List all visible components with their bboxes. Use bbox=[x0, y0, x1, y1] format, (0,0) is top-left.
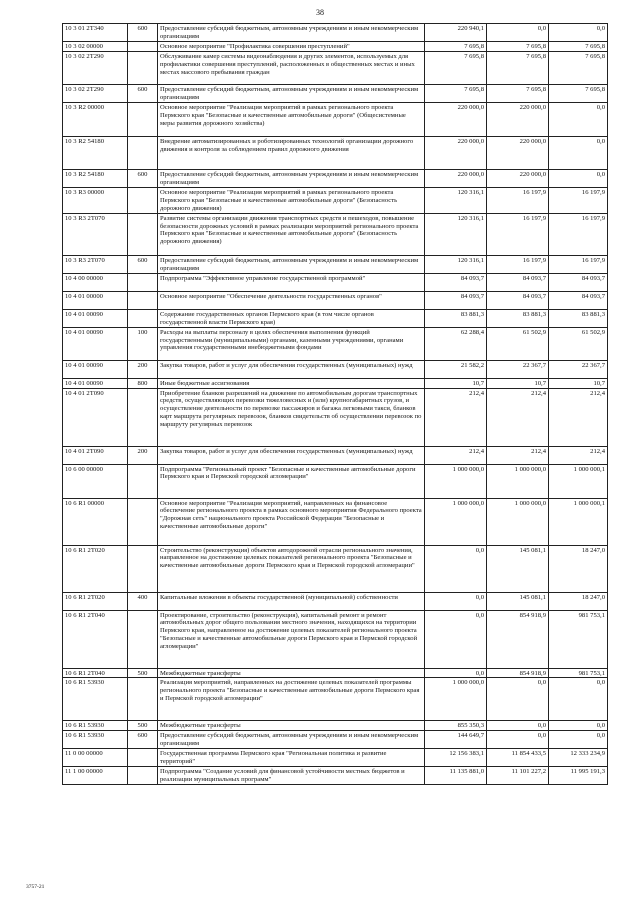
expense-name-cell: Расходы на выплаты персоналу в целях обеспечения выполнения функций государственными (муниципальными) органами, казенными учреждениями, органами управления государственными внебюджетными фондами bbox=[158, 327, 425, 360]
amount-year1-cell: 1 000 000,0 bbox=[425, 464, 487, 498]
classification-code-cell: 10 3 01 2Т340 bbox=[63, 24, 128, 42]
amount-year3-cell: 18 247,0 bbox=[549, 545, 608, 592]
classification-code-cell: 10 3 R2 54180 bbox=[63, 169, 128, 187]
amount-year3-cell: 83 881,3 bbox=[549, 309, 608, 327]
table-row bbox=[63, 678, 608, 721]
expense-type-cell: 200 bbox=[128, 446, 158, 464]
expense-type-cell bbox=[128, 464, 158, 498]
amount-year3-cell: 11 995 191,3 bbox=[549, 767, 608, 785]
expense-type-cell bbox=[128, 388, 158, 446]
amount-year3-cell: 981 753,1 bbox=[549, 610, 608, 668]
expense-name-cell: Содержание государственных органов Пермского края (в том числе органов государственной власти Пермского края) bbox=[158, 309, 425, 327]
expense-name-cell: Реализация мероприятий, направленных на достижение целевых показателей программы регионального проекта "Безопасные и качественные автомобильные дороги Пермского края и Пермской городской агломерации" bbox=[158, 678, 425, 721]
classification-code-cell: 10 6 R1 53930 bbox=[63, 721, 128, 731]
expense-name-cell: Основное мероприятие "Профилактика совершения преступлений" bbox=[158, 42, 425, 52]
expense-type-cell bbox=[128, 273, 158, 291]
amount-year2-cell: 11 101 227,2 bbox=[487, 767, 549, 785]
table-row bbox=[63, 749, 608, 767]
expense-type-cell: 800 bbox=[128, 378, 158, 388]
amount-year3-cell: 16 197,9 bbox=[549, 255, 608, 273]
amount-year1-cell: 120 316,1 bbox=[425, 213, 487, 255]
amount-year3-cell: 12 333 234,9 bbox=[549, 749, 608, 767]
amount-year2-cell: 16 197,9 bbox=[487, 255, 549, 273]
amount-year3-cell: 84 093,7 bbox=[549, 273, 608, 291]
amount-year1-cell: 120 316,1 bbox=[425, 255, 487, 273]
expense-name-cell: Развитие системы организации движения транспортных средств и пешеходов, повышение безопасности дорожных условий в рамках реализации мероприятий регионального проекта Пермского края "Безопасные и качественные автомобильные дороги" (Безопасность дорожного движения) bbox=[158, 213, 425, 255]
amount-year1-cell: 84 093,7 bbox=[425, 273, 487, 291]
amount-year2-cell: 212,4 bbox=[487, 388, 549, 446]
table-row bbox=[63, 213, 608, 255]
amount-year2-cell: 84 093,7 bbox=[487, 273, 549, 291]
amount-year1-cell: 220 000,0 bbox=[425, 136, 487, 169]
expense-type-cell bbox=[128, 187, 158, 213]
amount-year3-cell: 7 695,8 bbox=[549, 42, 608, 52]
classification-code-cell: 10 3 R2 54180 bbox=[63, 136, 128, 169]
amount-year1-cell: 84 093,7 bbox=[425, 291, 487, 309]
amount-year1-cell: 212,4 bbox=[425, 388, 487, 446]
table-row bbox=[63, 24, 608, 42]
amount-year2-cell: 61 502,9 bbox=[487, 327, 549, 360]
table-row bbox=[63, 169, 608, 187]
classification-code-cell: 10 6 R1 53930 bbox=[63, 678, 128, 721]
amount-year1-cell: 0,0 bbox=[425, 545, 487, 592]
expense-name-cell: Государственная программа Пермского края "Региональная политика и развитие территорий" bbox=[158, 749, 425, 767]
expense-type-cell: 600 bbox=[128, 255, 158, 273]
expense-type-cell bbox=[128, 51, 158, 84]
amount-year3-cell: 0,0 bbox=[549, 169, 608, 187]
amount-year2-cell: 7 695,8 bbox=[487, 84, 549, 102]
amount-year3-cell: 22 367,7 bbox=[549, 360, 608, 378]
classification-code-cell: 10 4 01 2Т090 bbox=[63, 388, 128, 446]
amount-year2-cell: 84 093,7 bbox=[487, 291, 549, 309]
classification-code-cell: 10 4 01 00090 bbox=[63, 360, 128, 378]
expense-type-cell bbox=[128, 610, 158, 668]
table-row bbox=[63, 464, 608, 498]
table-row bbox=[63, 360, 608, 378]
expense-name-cell: Подпрограмма "Создание условий для финансовой устойчивости местных бюджетов и реализации муниципальных программ" bbox=[158, 767, 425, 785]
expense-type-cell: 600 bbox=[128, 24, 158, 42]
classification-code-cell: 10 6 R1 2Т040 bbox=[63, 668, 128, 678]
amount-year2-cell: 22 367,7 bbox=[487, 360, 549, 378]
amount-year1-cell: 7 695,8 bbox=[425, 42, 487, 52]
amount-year2-cell: 1 000 000,0 bbox=[487, 464, 549, 498]
amount-year1-cell: 855 350,3 bbox=[425, 721, 487, 731]
table-row bbox=[63, 327, 608, 360]
expense-type-cell: 100 bbox=[128, 327, 158, 360]
expense-type-cell bbox=[128, 749, 158, 767]
table-row bbox=[63, 291, 608, 309]
amount-year3-cell: 16 197,9 bbox=[549, 187, 608, 213]
amount-year2-cell: 1 000 000,0 bbox=[487, 498, 549, 545]
expense-type-cell: 500 bbox=[128, 721, 158, 731]
expense-name-cell: Капитальные вложения в объекты государственной (муниципальной) собственности bbox=[158, 592, 425, 610]
amount-year3-cell: 0,0 bbox=[549, 721, 608, 731]
table-row bbox=[63, 309, 608, 327]
expense-name-cell: Подпрограмма "Региональный проект "Безопасные и качественные автомобильные дороги Пермского края и Пермской городской агломерации" bbox=[158, 464, 425, 498]
amount-year3-cell: 1 000 000,1 bbox=[549, 464, 608, 498]
amount-year2-cell: 0,0 bbox=[487, 678, 549, 721]
classification-code-cell: 10 3 02 2Т290 bbox=[63, 84, 128, 102]
classification-code-cell: 10 6 R1 53930 bbox=[63, 731, 128, 749]
classification-code-cell: 10 4 01 00090 bbox=[63, 309, 128, 327]
expense-type-cell bbox=[128, 678, 158, 721]
table-row bbox=[63, 273, 608, 291]
amount-year2-cell: 854 918,9 bbox=[487, 668, 549, 678]
classification-code-cell: 10 4 01 2Т090 bbox=[63, 446, 128, 464]
classification-code-cell: 10 4 01 00090 bbox=[63, 327, 128, 360]
classification-code-cell: 10 4 01 00000 bbox=[63, 291, 128, 309]
expense-type-cell bbox=[128, 767, 158, 785]
classification-code-cell: 10 3 02 2Т290 bbox=[63, 51, 128, 84]
amount-year2-cell: 16 197,9 bbox=[487, 187, 549, 213]
amount-year1-cell: 83 881,3 bbox=[425, 309, 487, 327]
expense-name-cell: Межбюджетные трансферты bbox=[158, 721, 425, 731]
amount-year3-cell: 16 197,9 bbox=[549, 213, 608, 255]
table-row bbox=[63, 187, 608, 213]
expense-type-cell bbox=[128, 291, 158, 309]
expense-type-cell: 200 bbox=[128, 360, 158, 378]
expense-type-cell bbox=[128, 545, 158, 592]
amount-year2-cell: 145 081,1 bbox=[487, 545, 549, 592]
expense-name-cell: Основное мероприятие "Реализация мероприятий в рамках регионального проекта Пермского края "Безопасные и качественные автомобильные дороги" (Общесистемные меры развития дорожного хозяйства) bbox=[158, 102, 425, 136]
table-row bbox=[63, 378, 608, 388]
classification-code-cell: 10 3 R3 2Т070 bbox=[63, 213, 128, 255]
budget-table bbox=[62, 23, 608, 785]
table-row bbox=[63, 42, 608, 52]
amount-year3-cell: 212,4 bbox=[549, 388, 608, 446]
table-row bbox=[63, 51, 608, 84]
expense-name-cell: Закупка товаров, работ и услуг для обеспечения государственных (муниципальных) нужд bbox=[158, 360, 425, 378]
amount-year1-cell: 12 156 383,1 bbox=[425, 749, 487, 767]
amount-year2-cell: 0,0 bbox=[487, 731, 549, 749]
expense-type-cell: 600 bbox=[128, 731, 158, 749]
classification-code-cell: 10 6 R1 2Т040 bbox=[63, 610, 128, 668]
amount-year3-cell: 84 093,7 bbox=[549, 291, 608, 309]
amount-year1-cell: 120 316,1 bbox=[425, 187, 487, 213]
amount-year3-cell: 981 753,1 bbox=[549, 668, 608, 678]
amount-year1-cell: 10,7 bbox=[425, 378, 487, 388]
classification-code-cell: 10 6 00 00000 bbox=[63, 464, 128, 498]
table-row bbox=[63, 136, 608, 169]
expense-type-cell: 500 bbox=[128, 668, 158, 678]
table-row bbox=[63, 592, 608, 610]
amount-year3-cell: 212,4 bbox=[549, 446, 608, 464]
expense-name-cell: Предоставление субсидий бюджетным, автономным учреждениям и иным некоммерческим организациям bbox=[158, 255, 425, 273]
table-row bbox=[63, 446, 608, 464]
expense-type-cell bbox=[128, 498, 158, 545]
amount-year3-cell: 0,0 bbox=[549, 24, 608, 42]
expense-type-cell bbox=[128, 136, 158, 169]
classification-code-cell: 10 4 01 00090 bbox=[63, 378, 128, 388]
expense-type-cell bbox=[128, 213, 158, 255]
classification-code-cell: 11 1 00 00000 bbox=[63, 767, 128, 785]
expense-name-cell: Основное мероприятие "Реализация мероприятий в рамках регионального проекта Пермского края "Безопасные и качественные автомобильные дороги" (Безопасность дорожного движения) bbox=[158, 187, 425, 213]
amount-year3-cell: 18 247,0 bbox=[549, 592, 608, 610]
table-row bbox=[63, 668, 608, 678]
amount-year1-cell: 21 582,2 bbox=[425, 360, 487, 378]
expense-name-cell: Проектирование, строительство (реконструкция), капитальный ремонт и ремонт автомобильных дорог общего пользования местного значения, находящихся на территории Пермского края, направленное на достижение целевых показателей регионального проекта "Безопасные и качественные автомобильные дороги Пермского края и Пермской городской агломерации" bbox=[158, 610, 425, 668]
expense-name-cell: Строительство (реконструкция) объектов автодорожной отрасли регионального значения, направленное на достижение целевых показателей регионального проекта "Безопасные и качественные автомобильные дороги Пермского края и Пермской городской агломерации" bbox=[158, 545, 425, 592]
expense-name-cell: Основное мероприятие "Реализация мероприятий, направленных на финансовое обеспечение регионального проекта в рамках основного мероприятия Федерального проекта "Дорожная сеть" национального проекта Российской Федерации "Безопасные и качественные автомобильные дороги" bbox=[158, 498, 425, 545]
expense-name-cell: Предоставление субсидий бюджетным, автономным учреждениям и иным некоммерческим организациям bbox=[158, 169, 425, 187]
amount-year2-cell: 11 854 433,5 bbox=[487, 749, 549, 767]
table-row bbox=[63, 102, 608, 136]
amount-year3-cell: 7 695,8 bbox=[549, 51, 608, 84]
table-row bbox=[63, 731, 608, 749]
expense-type-cell: 600 bbox=[128, 84, 158, 102]
amount-year3-cell: 0,0 bbox=[549, 731, 608, 749]
expense-name-cell: Предоставление субсидий бюджетным, автономным учреждениям и иным некоммерческим организациям bbox=[158, 731, 425, 749]
amount-year1-cell: 0,0 bbox=[425, 592, 487, 610]
expense-name-cell: Подпрограмма "Эффективное управление государственной программой" bbox=[158, 273, 425, 291]
table-row bbox=[63, 767, 608, 785]
page-number: 38 bbox=[316, 8, 324, 17]
expense-name-cell: Предоставление субсидий бюджетным, автономным учреждениям и иным некоммерческим организациям bbox=[158, 84, 425, 102]
amount-year1-cell: 1 000 000,0 bbox=[425, 678, 487, 721]
expense-name-cell: Межбюджетные трансферты bbox=[158, 668, 425, 678]
amount-year2-cell: 212,4 bbox=[487, 446, 549, 464]
classification-code-cell: 10 3 R3 2Т070 bbox=[63, 255, 128, 273]
classification-code-cell: 10 4 00 00000 bbox=[63, 273, 128, 291]
classification-code-cell: 10 6 R1 2Т020 bbox=[63, 545, 128, 592]
classification-code-cell: 11 0 00 00000 bbox=[63, 749, 128, 767]
table-row bbox=[63, 721, 608, 731]
table-row bbox=[63, 610, 608, 668]
amount-year1-cell: 7 695,8 bbox=[425, 84, 487, 102]
table-row bbox=[63, 498, 608, 545]
amount-year1-cell: 11 135 881,0 bbox=[425, 767, 487, 785]
expense-name-cell: Обслуживание камер системы видеонаблюдения и других элементов, используемых для профилактики совершения преступлений, расположенных в общественных местах и иных местах массового пребывания граждан bbox=[158, 51, 425, 84]
amount-year1-cell: 220 000,0 bbox=[425, 102, 487, 136]
amount-year3-cell: 0,0 bbox=[549, 136, 608, 169]
expense-type-cell bbox=[128, 309, 158, 327]
amount-year1-cell: 62 288,4 bbox=[425, 327, 487, 360]
classification-code-cell: 10 6 R1 00000 bbox=[63, 498, 128, 545]
table-row bbox=[63, 255, 608, 273]
expense-name-cell: Приобретение бланков разрешений на движение по автомобильным дорогам транспортных средств, осуществляющих перевозки тяжеловесных и (или) крупногабаритных грузов, и осуществление деятельности по перевозке пассажиров и багажа легковыми такси, бланков карт маршрута регулярных перевозок, бланков свидетельств об осуществлении перевозок по маршруту регулярных перевозок bbox=[158, 388, 425, 446]
classification-code-cell: 10 3 R2 00000 bbox=[63, 102, 128, 136]
expense-type-cell: 400 bbox=[128, 592, 158, 610]
amount-year1-cell: 7 695,8 bbox=[425, 51, 487, 84]
amount-year1-cell: 1 000 000,0 bbox=[425, 498, 487, 545]
amount-year2-cell: 220 000,0 bbox=[487, 136, 549, 169]
amount-year2-cell: 0,0 bbox=[487, 24, 549, 42]
amount-year3-cell: 7 695,8 bbox=[549, 84, 608, 102]
amount-year2-cell: 220 000,0 bbox=[487, 169, 549, 187]
expense-name-cell: Иные бюджетные ассигнования bbox=[158, 378, 425, 388]
table-row bbox=[63, 388, 608, 446]
classification-code-cell: 10 6 R1 2Т020 bbox=[63, 592, 128, 610]
budget-table-body bbox=[63, 24, 608, 785]
expense-type-cell bbox=[128, 42, 158, 52]
amount-year2-cell: 220 000,0 bbox=[487, 102, 549, 136]
amount-year1-cell: 0,0 bbox=[425, 610, 487, 668]
expense-name-cell: Закупка товаров, работ и услуг для обеспечения государственных (муниципальных) нужд bbox=[158, 446, 425, 464]
amount-year3-cell: 0,0 bbox=[549, 678, 608, 721]
amount-year3-cell: 0,0 bbox=[549, 102, 608, 136]
amount-year3-cell: 10,7 bbox=[549, 378, 608, 388]
expense-name-cell: Внедрение автоматизированных и роботизированных технологий организации дорожного движения и контроля за соблюдением правил дорожного движения bbox=[158, 136, 425, 169]
amount-year2-cell: 0,0 bbox=[487, 721, 549, 731]
amount-year1-cell: 220 940,1 bbox=[425, 24, 487, 42]
amount-year2-cell: 7 695,8 bbox=[487, 51, 549, 84]
expense-name-cell: Основное мероприятие "Обеспечение деятельности государственных органов" bbox=[158, 291, 425, 309]
amount-year2-cell: 16 197,9 bbox=[487, 213, 549, 255]
document-code: 3757-21 bbox=[26, 884, 45, 890]
classification-code-cell: 10 3 02 00000 bbox=[63, 42, 128, 52]
classification-code-cell: 10 3 R3 00000 bbox=[63, 187, 128, 213]
amount-year2-cell: 10,7 bbox=[487, 378, 549, 388]
table-row bbox=[63, 84, 608, 102]
amount-year2-cell: 7 695,8 bbox=[487, 42, 549, 52]
expense-type-cell: 600 bbox=[128, 169, 158, 187]
amount-year1-cell: 220 000,0 bbox=[425, 169, 487, 187]
expense-type-cell bbox=[128, 102, 158, 136]
table-row bbox=[63, 545, 608, 592]
amount-year1-cell: 144 649,7 bbox=[425, 731, 487, 749]
expense-name-cell: Предоставление субсидий бюджетным, автономным учреждениям и иным некоммерческим организациям bbox=[158, 24, 425, 42]
amount-year1-cell: 0,0 bbox=[425, 668, 487, 678]
amount-year3-cell: 61 502,9 bbox=[549, 327, 608, 360]
amount-year3-cell: 1 000 000,1 bbox=[549, 498, 608, 545]
amount-year1-cell: 212,4 bbox=[425, 446, 487, 464]
amount-year2-cell: 83 881,3 bbox=[487, 309, 549, 327]
amount-year2-cell: 145 081,1 bbox=[487, 592, 549, 610]
amount-year2-cell: 854 918,9 bbox=[487, 610, 549, 668]
